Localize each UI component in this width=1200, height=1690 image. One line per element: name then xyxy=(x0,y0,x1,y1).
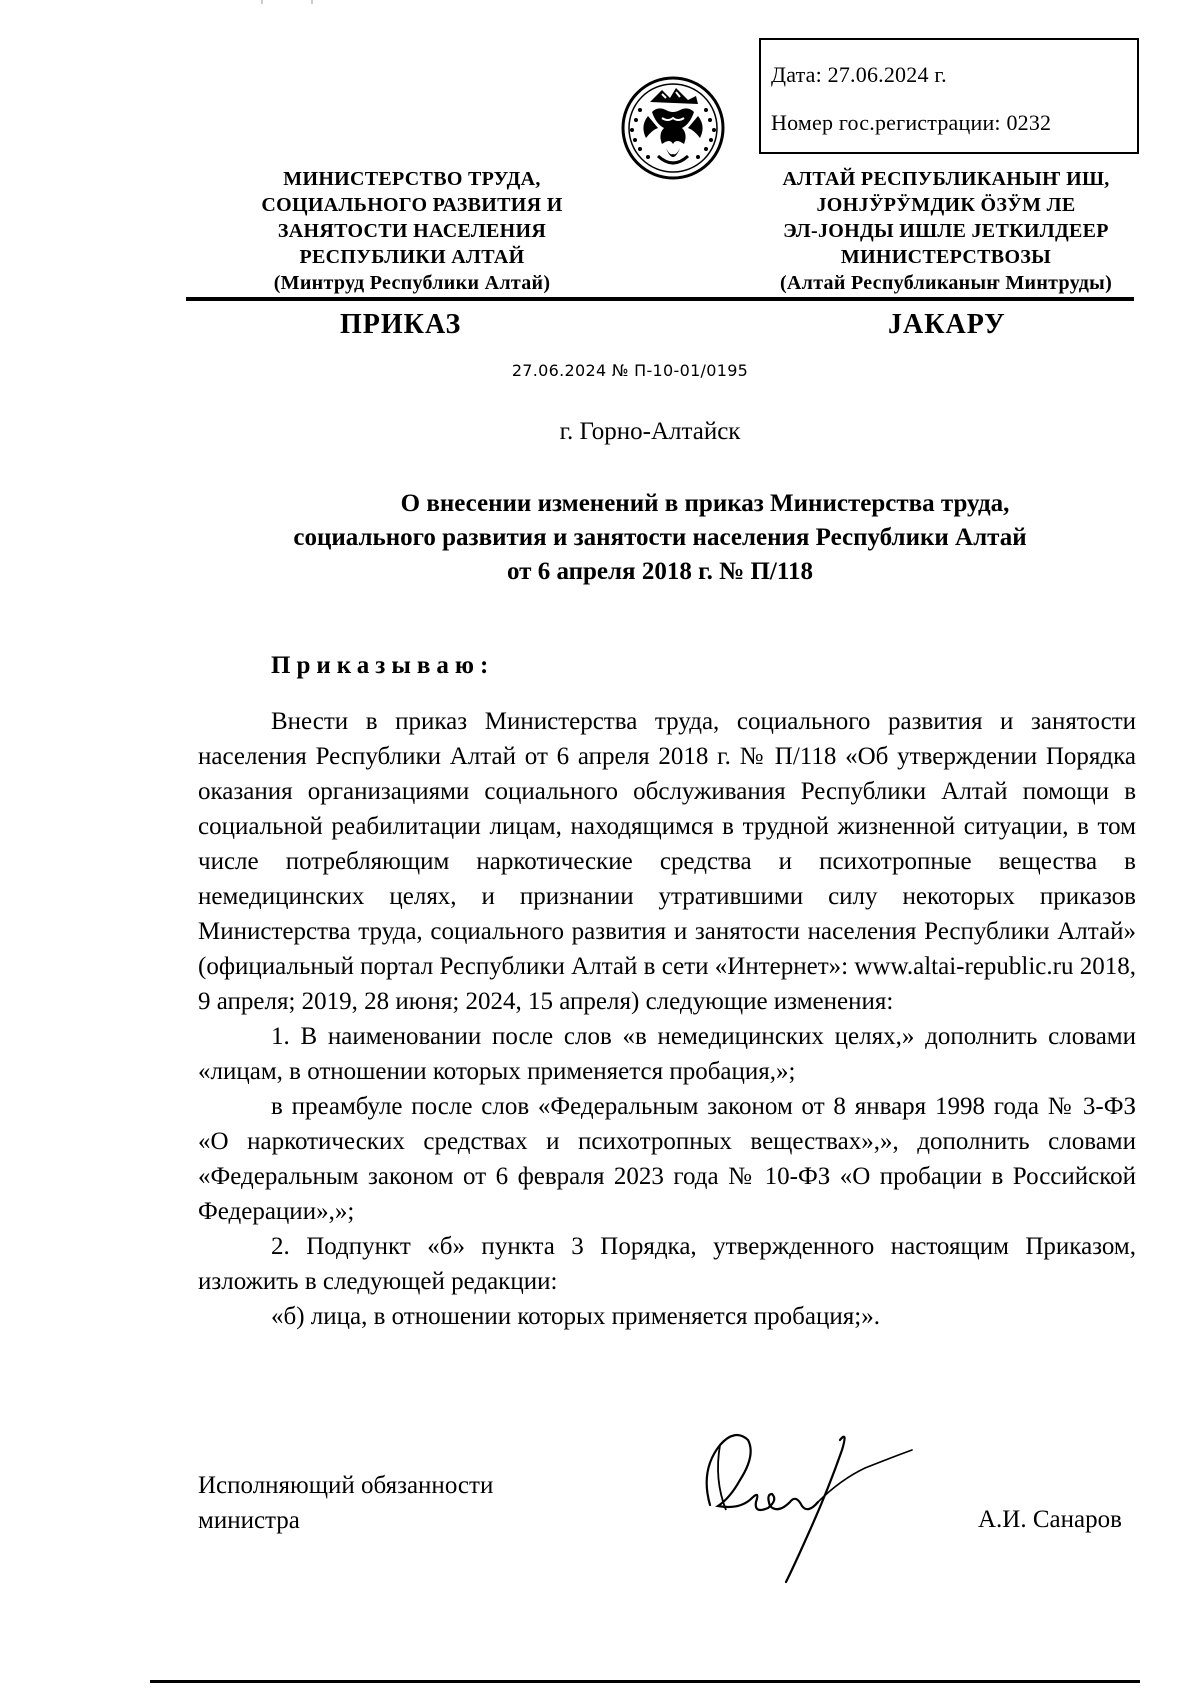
body-paragraph: Внести в приказ Министерства труда, социального развития и занятости населения Республики Алтай от 6 апреля 2018 г. № П/118 «Об утверждении Порядка оказания организациями социального обслуживания Республики Алтай помощи в социальной реабилитации лицам, находящимся в трудной жизненной ситуации, в том числе потребляющим наркотические средства и психотропные вещества в немедицинских целях, и признании утратившими силу некоторых приказов Министерства труда, социального развития и занятости населения Республики Алтай» (официальный портал Республики Алтай в сети «Интернет»: www.altai-republic.ru 2018, 9 апреля; 2019, 28 июня; 2024, 15 апреля) следующие изменения: xyxy=(198,708,1136,1015)
order-number-text: 27.06.2024 № П-10-01/0195 xyxy=(511,361,749,380)
signatory-name: А.И. Санаров xyxy=(978,1506,1122,1533)
ministry-name-ru-line: ЗАНЯТОСТИ НАСЕЛЕНИЯ xyxy=(277,220,547,242)
order-subject-line: социального развития и занятости населения Республики Алтай xyxy=(293,524,1027,551)
ministry-name-alt-line: АЛТАЙ РЕСПУБЛИКАНЫҤ ИШ, xyxy=(782,168,1110,190)
ministry-name-ru-line: СОЦИАЛЬНОГО РАЗВИТИЯ И xyxy=(261,194,563,216)
signatory-title-line: Исполняющий обязанности xyxy=(198,1472,494,1499)
ministry-name-alt xyxy=(746,166,1146,296)
registration-stamp xyxy=(759,38,1139,154)
ministry-name-ru xyxy=(222,166,602,296)
order-subject-line: от 6 апреля 2018 г. № П/118 xyxy=(507,558,813,585)
body-paragraph: «б) лица, в отношении которых применяется пробация;». xyxy=(271,1303,880,1330)
order-subject xyxy=(186,487,1134,589)
body-paragraph: 2. Подпункт «б» пункта 3 Порядка, утвержденного настоящим Приказом, изложить в следующей редакции: xyxy=(198,1233,1136,1295)
order-body xyxy=(198,704,1136,1334)
handwritten-signature xyxy=(690,1410,920,1590)
signatory-title xyxy=(198,1468,493,1538)
header-divider xyxy=(186,297,1134,301)
scan-artifact-top xyxy=(260,0,320,4)
body-paragraph: 1. В наименовании после слов «в немедицинских целях,» дополнить словами «лицам, в отношении которых применяется пробация,»; xyxy=(198,1023,1136,1085)
order-title-alt: ЈАКАРУ xyxy=(888,309,1006,340)
registration-number: Номер гос.регистрации: 0232 xyxy=(771,110,1052,135)
order-subject-line: О внесении изменений в приказ Министерства труда, xyxy=(400,490,1010,517)
order-title-ru: ПРИКАЗ xyxy=(340,309,462,340)
ministry-name-ru-line: РЕСПУБЛИКИ АЛТАЙ xyxy=(299,246,525,268)
order-number xyxy=(0,361,1200,380)
ministry-short-name-alt: (Алтай Республиканыҥ Минтруды) xyxy=(779,272,1113,294)
ministry-name-ru-line: МИНИСТЕРСТВО ТРУДА, xyxy=(283,168,541,190)
altai-emblem-icon xyxy=(618,72,728,184)
ministry-name-alt-line: ЈОНЈӰРӰМДИК ÖЗӰМ ЛЕ xyxy=(816,194,1076,216)
bottom-scan-edge xyxy=(150,1680,1140,1683)
order-city-text: г. Горно-Алтайск xyxy=(559,418,741,445)
ministry-short-name-ru: (Минтруд Республики Алтай) xyxy=(273,272,551,294)
order-city xyxy=(0,418,1200,446)
ministry-name-alt-line: ЭЛ-ЈОНДЫ ИШЛЕ ЈЕТКИЛДЕЕР xyxy=(783,220,1109,242)
ministry-name-alt-line: МИНИСТЕРСТВОЗЫ xyxy=(840,246,1052,268)
body-paragraph: в преамбуле после слов «Федеральным законом от 8 января 1998 года № 3-ФЗ «О наркотических средствах и психотропных веществах»,», дополнить словами «Федеральным законом от 6 февраля 2023 года № 10-ФЗ «О пробации в Российской Федерации»,»; xyxy=(198,1093,1136,1225)
signatory-title-line: министра xyxy=(198,1507,300,1534)
registration-date: Дата: 27.06.2024 г. xyxy=(771,62,947,87)
decree-word: Приказываю: xyxy=(271,652,495,679)
